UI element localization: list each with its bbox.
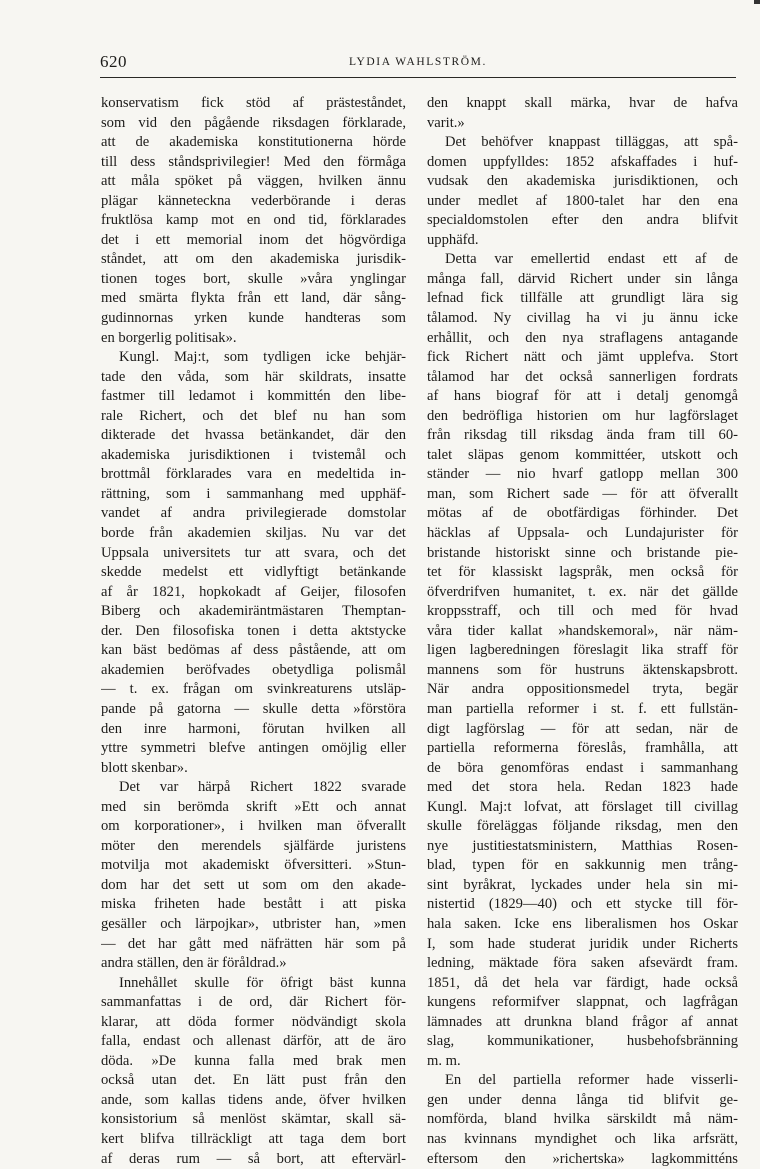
- text-line: bristande historiskt sinne och bristande pie-: [427, 544, 738, 561]
- text-line: många fall, därvid Richert under sin långa: [427, 270, 738, 287]
- text-line: lämnades att drunkna bland frågor af annat: [427, 1013, 738, 1030]
- header-rule: [100, 77, 736, 78]
- text-line: Detta var emellertid endast ett af de: [445, 251, 738, 268]
- text-line: plägar känneteckna vederbörande i deras: [101, 192, 406, 209]
- text-line: vandet af andra privilegierade domstolar: [101, 505, 406, 522]
- text-line: våra tider kallat »handskemoral», när näm-: [427, 622, 738, 639]
- text-line: konservatism fick stöd af prästeståndet,: [101, 95, 406, 111]
- text-line: också utan det. En lätt pust från den: [101, 1072, 406, 1089]
- text-line: med det stora hela. Redan 1823 hade: [427, 779, 738, 796]
- text-line: rale Richert, och det blef nu han som: [101, 407, 406, 424]
- text-line: Kungl. Maj:t, som tydligen icke behjär-: [119, 349, 406, 366]
- text-line: tet för klassiskt lagspråk, men också för: [427, 564, 738, 581]
- text-line: ande, som kallas tidens ande, öfver hvilken: [101, 1091, 406, 1108]
- text-line: motvilja mot akademiskt öfversitteri. »Stun-: [101, 857, 406, 874]
- text-line: gen under denna långa tid blifvit ge-: [427, 1091, 738, 1108]
- text-line: miska friheten hade bestått i att piska: [101, 896, 406, 913]
- text-line: ledning, mäktade föra saken afsevärdt fram.: [427, 955, 738, 972]
- text-line: kan bäst bedömas af dess påstående, att om: [101, 642, 406, 659]
- text-line: fastmer till ledamot i kommittén den libe-: [101, 388, 406, 405]
- text-line: En del partiella reformer hade visserli-: [445, 1072, 738, 1089]
- text-line: akademiska jurisdiktionen i tvistemål och: [101, 446, 406, 463]
- text-line: domen uppfylldes: 1852 afskaffades i huf-: [427, 153, 738, 170]
- text-line: blad, typen för en sakkunnig men trång-: [427, 857, 738, 874]
- text-line: kert blifva tillräckligt att taga dem bort: [101, 1130, 406, 1147]
- text-line: der. Den filosofiska tonen i detta aktstycke: [101, 622, 406, 639]
- text-line: att måla spöket på väggen, hvilken ännu: [101, 173, 406, 190]
- text-line: sint byråkrat, lyckades under hela sin mi-: [427, 876, 738, 893]
- text-line: mannens som för hustruns äktenskapsbrott.: [427, 661, 738, 678]
- text-line: Innehållet skulle för öfrigt bäst kunna: [119, 974, 406, 991]
- text-line: akademien beröfvades obetydliga polismål: [101, 661, 406, 678]
- text-line: I, som hade studerat juridik under Richerts: [427, 935, 738, 952]
- text-line: från riksdag till riksdag ända fram till 60-: [427, 427, 738, 444]
- text-line: det i ett memorial inom det högvördiga: [101, 231, 406, 248]
- text-line: af deras rum — så bort, att eftervärl-: [101, 1150, 406, 1167]
- text-line: klarar, att döda former nödvändigt skola: [101, 1013, 406, 1030]
- text-line: som vid den pågående riksdagen förklarade,: [101, 114, 406, 131]
- text-line: konsistorium så menlöst skämtar, skall sä-: [101, 1111, 406, 1128]
- text-line: tade den våda, som här skildrats, insatte: [101, 368, 406, 385]
- text-line: döda. »De kunna falla med brak men: [101, 1052, 406, 1069]
- text-line: fick Richert nätt och jämt upplefva. Stort: [427, 349, 738, 366]
- text-line: — det har gått med näfrätten här som på: [101, 935, 406, 952]
- text-line: Biberg och akademiräntmästaren Themptan-: [101, 603, 406, 620]
- page-number: 620: [100, 52, 127, 71]
- text-line: specialdomstolen efter den andra blifvit: [427, 212, 738, 229]
- text-line: ståndet, att om den akademiska jurisdik-: [101, 251, 406, 268]
- text-line: den bedröfliga historien om hur lagförslaget: [427, 407, 738, 424]
- text-line: mötas af de obotfärdigas förhinder. Det: [427, 505, 738, 522]
- text-line: Kungl. Maj:t lofvat, att förslaget till civillag: [427, 798, 738, 815]
- text-line: brottmål förklarades vara en medeltida in-: [101, 466, 406, 483]
- text-line: eftersom den »richertska» lagkommitténs: [427, 1150, 738, 1167]
- text-line: att de akademiska konstitutionerna hörde: [101, 134, 406, 151]
- text-line: under medlet af 1800-talet har den ena: [427, 192, 738, 209]
- text-line: med sin berömda skrift »Ett och annat: [101, 798, 406, 815]
- right-column: [427, 94, 738, 1169]
- text-line: af år 1821, hopkokadt af Geijer, filosofen: [101, 583, 406, 600]
- text-line: sammanfattas i de ord, där Richert för-: [101, 994, 406, 1011]
- text-line: man, som Richert sade — för att öfverallt: [427, 485, 738, 502]
- text-line: ligen lagberedningen föreslagit lika straff för: [427, 642, 738, 659]
- text-line: af hans biograf för att i detalj genomgå: [427, 388, 738, 405]
- text-line: yttre symmetri blefve antingen omöjlig eller: [101, 740, 406, 757]
- text-line: Det var härpå Richert 1822 svarade: [119, 779, 406, 796]
- text-line: kroppsstraff, och till och med för hvad: [427, 603, 738, 620]
- text-line: häcklas af Uppsala- och Lundajurister för: [427, 525, 738, 542]
- text-line: slag, kommunikationer, husbehofsbränning: [427, 1033, 738, 1050]
- text-line: nas kvinnans myndighet och lika arfsrätt,: [427, 1130, 738, 1147]
- text-line: Det behöfver knappast tilläggas, att spå-: [445, 134, 738, 151]
- text-line: till dess ståndsprivilegier! Med den förmåga: [101, 153, 406, 170]
- text-line: 1851, då det hela var färdigt, hade också: [427, 974, 738, 991]
- text-line: lefnad fick tillfälle att grundligt lära sig: [427, 290, 738, 307]
- text-line: fruktlösa kamp mot en ond tid, förklarades: [101, 212, 406, 229]
- text-line: kungens reformifver slappnat, och lagfrågan: [427, 994, 738, 1011]
- text-line: en borgerlig politisak».: [101, 329, 237, 346]
- text-line: öfverdrifven humanitet, t. ex. när det gällde: [427, 583, 738, 600]
- text-line: pande på gatorna — skulle detta »förstöra: [101, 700, 406, 717]
- text-line: partiella reformerna föreslås, framhålla, att: [427, 740, 738, 757]
- text-line: ständer — nio hvarf gatlopp mellan 300: [427, 466, 738, 483]
- text-line: blott skenbar».: [101, 759, 188, 776]
- text-line: När andra oppositionsmedel tryta, begär: [427, 681, 738, 698]
- text-line: Uppsala universitets tur att svara, och det: [101, 544, 406, 561]
- text-line: rättning, som i sammanhang med upphäf-: [101, 485, 406, 502]
- text-line: m. m.: [427, 1052, 461, 1069]
- text-line: tionen toges bort, skulle »våra ynglingar: [101, 270, 406, 287]
- text-line: möter den merendels själfärde juristens: [101, 837, 406, 854]
- text-line: dikterade det hvassa betänkandet, där den: [101, 427, 406, 444]
- text-line: nomförda, bland hvilka särskildt må näm-: [427, 1111, 738, 1128]
- text-line: skulle föreläggas följande riksdag, men den: [427, 818, 738, 835]
- text-line: tålamod. Ny civillag ha vi ju ännu icke: [427, 310, 738, 327]
- text-line: nistertid (1829—40) och ett stycke till för-: [427, 896, 738, 913]
- text-line: dom har det sett ut som om den akade-: [101, 876, 406, 893]
- text-line: man partiella reformer i st. f. ett fullstän-: [427, 700, 738, 717]
- text-line: andra ställen, den är föråldrad.»: [101, 955, 287, 972]
- running-head: LYDIA WAHLSTRÖM.: [349, 56, 487, 68]
- text-line: tålamod har det också sannerligen fordrats: [427, 368, 738, 385]
- text-line: gesäller och lärpojkar», utbrister han, »men: [101, 915, 406, 932]
- text-line: varit.»: [427, 114, 465, 131]
- text-line: de böra genomföras endast i sammanhang: [427, 759, 738, 776]
- text-line: — t. ex. frågan om svinkreaturens utsläp-: [101, 681, 406, 698]
- text-line: den knappt skall märka, hvar de hafva: [427, 95, 738, 111]
- scan-corner-mark: [754, 0, 760, 4]
- text-line: talet släpas genom kommittéer, utskott och: [427, 446, 738, 463]
- page-header: [100, 52, 736, 74]
- text-line: skedde medelst ett vidlyftigt betänkande: [101, 564, 406, 581]
- text-line: om korporationer», i hvilken man öfverallt: [101, 818, 406, 835]
- text-line: gudinnornas yrken kunde handteras som: [101, 310, 406, 327]
- text-line: vudsak den akademiska jurisdiktionen, och: [427, 173, 738, 190]
- text-line: den inre harmoni, förutan hvilken all: [101, 720, 406, 737]
- text-line: hala saken. Icke ens liberalismen hos Oskar: [427, 915, 738, 932]
- text-line: upphäfd.: [427, 231, 479, 248]
- text-line: borde från akademien skiljas. Nu var det: [101, 525, 406, 542]
- left-column: [101, 94, 406, 1169]
- text-line: digt lagförslag — för att sedan, när de: [427, 720, 738, 737]
- text-line: falla, endast och allenast därför, att de äro: [101, 1033, 406, 1050]
- text-line: med smärta flykta från ett land, där sång-: [101, 290, 406, 307]
- text-line: nye justitiestatsministern, Matthias Rosen-: [427, 837, 738, 854]
- text-line: erhållit, och den nya straflagens antagande: [427, 329, 738, 346]
